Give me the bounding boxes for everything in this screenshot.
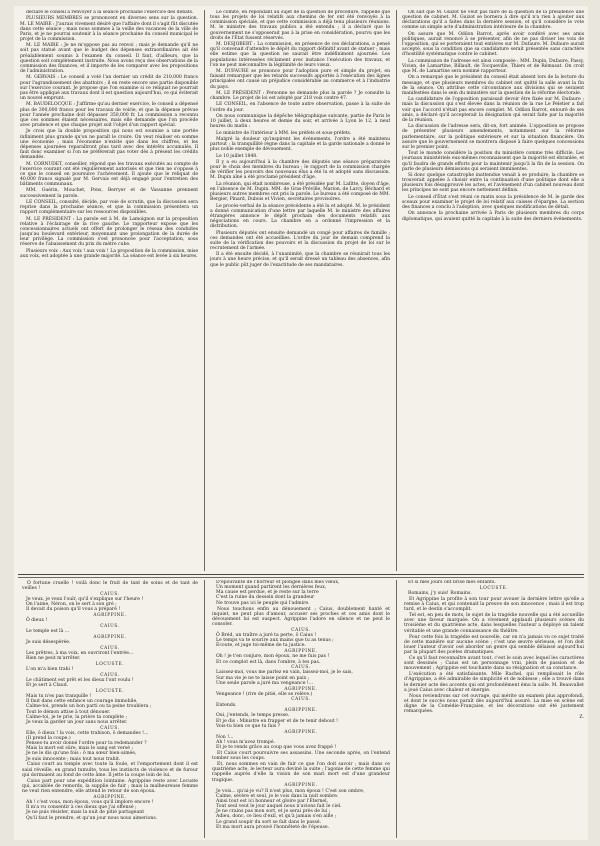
feuilleton-verse: Le temple est là ...: [26, 629, 70, 635]
feuilleton-speaker: AGRIPPINE.: [284, 708, 318, 714]
news-paragraph: M. DUFAURE se prononce pour l'adoption pure et simple du projet, en faisant remarquer que les retards successifs apportés à l'exécution des lignes principales ont causé un préjudice considérable au commerce et à l'industrie du pays.: [210, 69, 390, 90]
feuilleton-speaker: AGRIPPINE.: [284, 729, 318, 735]
feuilleton-signature: Z.: [579, 715, 584, 721]
news-paragraph: Malgré la douleur qu'inspirent les événements, l'ordre a été maintenu partout ; la tranquillité règne dans la capitale et la garde nationale a donné le plus noble exemple de dévouement.: [210, 136, 390, 153]
feuilleton-verse: Calme-toi, prends un bon parti ou ta peine troublera ;: [26, 704, 152, 710]
feuilleton-verse: Je suis innocente ; mais tout nous trahit.: [26, 756, 121, 762]
feuilleton-verse: Et je dis : Ministre en frapper et de te tenir debout !: [216, 718, 338, 724]
news-paragraph: M. DESJOBERT : La commission, en présence de ces déclarations, a pensé qu'il convenait d'attendre le dépôt du rapport définitif avant de statuer ; mais elle estime que la question ne saurait être indéfiniment ajournée. Les populations intéressées réclament avec instance l'exécution des travaux, et l'on ne peut méconnaître la légitimité de leurs vœux.: [210, 42, 390, 68]
news-paragraph: Le ministre de l'intérieur à MM. les préfets et sous-préfets.: [216, 130, 352, 136]
feuilleton-verse: Et ma mort aura prouvé l'honnêteté de l'épouse.: [216, 824, 330, 830]
news-paragraph: Il y a eu aujourd'hui à la chambre des députés une séance préparatoire pour le choix des membres du bureau ; le rapport de la commission chargée de vérifier les pouvoirs des nouveaux élus a été lu et adopté sans discussion. M. Dupin aîné a été proclamé président d'âge.: [210, 159, 390, 181]
news-paragraph: M. CORNUDET, conseiller, répond que les travaux exécutés au compte de l'exercice courant ont été régulièrement autorisés et que rien ne s'oppose à ce que le conseil en poursuive l'achèvement. Il ajoute que le reliquat de 40,000 francs signalé par M. Gervais est déjà engagé pour l'entretien des bâtiments communaux.: [20, 161, 198, 188]
feuilleton-prose: Tel est, en peu de mots, le sujet de la tragédie nouvelle qui a été accueillie avec une faveur marquée. On a vivement applaudi plusieurs scènes du troisième et du quatrième acte, dans lesquelles l'auteur a déployé un talent véritable et une grande connaissance du théâtre.: [404, 613, 584, 634]
feuilleton-speaker: AGRIPPINE.: [93, 794, 127, 800]
news-column-middle: [210, 10, 390, 571]
feuilleton-verse: Ma cause est perdue, et je reste sur la terre: [216, 590, 319, 596]
news-paragraph: Le comité, en répondant au sujet de la question de procédure, rappelle que tous les projets de loi relatifs aux chemins de fer ont été renvoyés à la commission spéciale, et que cette commission a déjà tenu plusieurs réunions. M. le ministre des travaux publics a été entendu ; il a déclaré que le gouvernement ne s'opposerait pas à la prise en considération, pourvu que les droits de l'État fussent réservés.: [210, 10, 390, 41]
feuilleton-speaker: AGRIPPINE.: [93, 613, 127, 619]
news-paragraph: Le 10 juillet 1848.: [216, 153, 258, 159]
feuilleton-prose: Nous touchons enfin au dénouement ; Caius, doublement hanté et inquiet, ne peut plus d'amour, accuser ses proches et ces amis dont le dévouement lui est suspect. Agrippine l'adore en silence et ne peut le consoler.: [212, 606, 390, 628]
feuilleton-verse: Elle, ô dieux ! la vois, cette trahison, ô demandes !...: [26, 730, 149, 736]
newspaper-page: [14, 6, 588, 840]
feuilleton-verse: Je ne crains pas mon sort, et je serai près de lui ;: [216, 809, 331, 815]
feuilleton-verse: Les prêtres, à ma voix, en ouvriront l'entrée...: [26, 651, 134, 656]
feuilleton-speaker: CAIUS.: [291, 697, 311, 703]
feuilleton-prose: Ce qu'il faut reconnaître avant tout, c'est le soin avec lequel les caractères sont dessinés ; Caius est un personnage vrai, plein de passion et de mouvement ; Agrippine est touchante dans sa résignation et sa constance.: [404, 655, 584, 672]
news-paragraph: On annonce la prochaine arrivée à Paris de plusieurs membres du corps diplomatique, qui avaient quitté la capitale à la suite des derniers événements.: [402, 211, 584, 222]
column-rule: [204, 10, 205, 571]
feuilleton-verse: Et je te rends grâce au coup que vous avez frappé !: [216, 745, 337, 750]
feuilleton-verse: Mais la mort est sûre, mais le sang est versé ;: [26, 746, 134, 752]
news-paragraph: Je crois que la double proposition qui nous est soumise a une portée infiniment plus grande qu'on ne paraît le croire. On veut réaliser en somme une économie ; mais l'économie n'existe que dans les chiffres, et les dépenses ajournées reparaîtront plus tard avec des intérêts accumulés. Il faut donc examiner si l'on ne préférerait pas voter dès à présent les crédits demandés.: [20, 129, 198, 161]
feuilleton-speaker: CAIUS.: [100, 645, 120, 651]
news-paragraph: La réunion, qui était nombreuse, a été présidée par M. Lafitte, doyen d'âge, en l'absence de M. Dupin. MM. de Gras-Préville, Marion, de Larcy, Béchard et plusieurs autres membres ont pris la parole. Le bureau a été composé de MM. Bergier, Pinard, Dubois et Vivien, secrétaires provisoires.: [210, 181, 390, 203]
feuilleton-verse: Oh ! je t'en conjure, mon époux, ne me fuis pas !: [216, 654, 330, 660]
news-paragraph: Le procès-verbal de la séance précédente a été lu et adopté. M. le président a donné communication d'une lettre par laquelle M. le ministre des affaires étrangères annonce le dépôt prochain des documents relatifs aux négociations en cours. La chambre en a ordonné l'impression et la distribution.: [210, 203, 390, 230]
feuilleton-speaker: CAIUS.: [100, 591, 120, 597]
news-paragraph: On a remarqué que le président du conseil était absent lors de la lecture du message, et que plusieurs membres du cabinet ont quitté la salle avant la fin de la séance. On attribue cette circonstance aux divisions qui se seraient manifestées dans le sein du ministère sur la question de la réforme électorale.: [402, 75, 584, 96]
feuilleton-verse: Adieu, donc, ce lieu d'exil, et qu'à jamais s'en aille ;: [216, 814, 337, 820]
feuilleton-prose: Ô fortune cruelle ! voilà donc le fruit de tant de soins et de tant de veilles !: [22, 580, 198, 591]
news-paragraph: On sait que M. Guizot ne veut pas faire de la question de la présidence une question de cabinet. M. Guizot se bornera à dire qu'il n'a rien à ajouter aux déclarations qu'il a faites dans la dernière session, et qu'il considère le vote comme un simple acte d'administration intérieure de la chambre.: [402, 10, 584, 31]
column-rule: [396, 580, 397, 838]
feuilleton-verse: Je ne le dis qu'une fois : ô ma sœur bien-aimée,: [26, 751, 137, 757]
news-paragraph: M. LE MAIRE : Je ne m'oppose pas au renvoi ; mais je demande qu'il ne soit pas statué avant que le budget des dépenses extraordinaires ait été préalablement soumis à l'examen du conseil. Il faut, d'ailleurs, que la question soit complètement instruite. Nous avons reçu des observations de la commission des finances, et il importe de les comparer avec les propositions de l'administration.: [20, 43, 198, 75]
feuilleton-verse: Il m'a vu consentir à ces dieux que j'ai offensé ;: [26, 805, 137, 811]
feuilleton-verse: Et je sert à Claud.: [26, 683, 69, 689]
feuilleton-prose: Et, nous sommes en vain de fuir ce que l'on doit savoir ; mais dans ce quatrième acte, le lecteur aura deviné la suite ; l'agonie de cette femme qui rappelle auprès d'elle la vision de son mari mort est d'une grandeur tragique.: [212, 762, 390, 783]
feuilleton-verse: Et si mes jours ont brisé mes enfants.: [408, 580, 496, 585]
feuilleton-verse: Vois-tu bien ce que tu fais ?: [216, 723, 281, 729]
feuilleton-verse: Il devait du poison qu'il vous a préparé !: [26, 607, 121, 613]
feuilleton-speaker: CAIUS.: [100, 624, 120, 630]
feuilleton-speaker: CAIUS.: [291, 628, 311, 633]
feuilleton-speaker: AGRIPPINE.: [284, 686, 318, 692]
feuilleton-verse: Sur ma vie je ne te laisse point en paix ;: [216, 675, 310, 681]
feuilleton-verse: Ah ! c'est vous, mon époux, vous qu'il implore encore !: [26, 800, 154, 806]
feuilleton-speaker: AGRIPPINE.: [284, 783, 318, 789]
feuilleton-verse: Oui, j'entends, le temps presse.: [216, 713, 290, 719]
news-paragraph: PLUSIEURS MEMBRES se prononcent en diverses sens sur la question. M. LE MAIRE : J'aurais vivement désiré que l'affaire dont il s'agit fût discutée dans cette séance ; mais nous sommes à la veille des vacances de la ville de Paris, et je ne pourrai soutenir à la séance prochaine du conseil municipal le projet de la commission.: [20, 16, 198, 42]
feuilleton-speaker: CAIUS.: [291, 665, 311, 671]
feuilleton-verse: On l'aime, Néron, on le sert à son gré ;: [26, 602, 117, 608]
feuilleton-verse: Un moment quand partirent les dernières feux,: [216, 585, 327, 591]
news-column-left: [20, 10, 198, 571]
feuilleton-speaker: AGRIPPINE.: [93, 634, 127, 640]
news-paragraph: Il a été ensuite décidé, à l'unanimité, que la chambre se réunirait tous les jours à une heure précise, et qu'il serait dressé un tableau des absences, afin que le public pût juger de l'exactitude de ses mandataires.: [210, 252, 390, 268]
news-paragraph: Plusieurs députés ont ensuite demandé un congé pour affaires de famille ; ces demandes ont été accueillies. L'ordre du jour de demain comprend la suite de la vérification des pouvoirs et la discussion du projet de loi sur le recrutement de l'armée.: [210, 230, 390, 251]
feuilleton-verse: Je suis désespérée.: [26, 640, 71, 646]
feuilleton-prose: Caius court au temple avec toute la foule, et l'emportement dont il est saisi réveille, en grand tumulte, tous les instincts de violence et de fureur qui dormaient au fond de cette âme. Il jette la coupe loin de lui.: [22, 762, 198, 778]
news-paragraph: La discussion de l'adresse sera, dit-on, fort animée. L'opposition se propose de présenter plusieurs amendements, notamment sur la réforme parlementaire, sur la politique extérieure et sur la situation financière. On assure que le gouvernement se montrera disposé à faire quelques concessions sur le premier point.: [402, 124, 584, 150]
feuilleton-speaker: LOCUSTE.: [95, 661, 125, 667]
feuilleton-column-right: [404, 580, 584, 838]
news-column-right: [402, 10, 584, 571]
feuilleton-speaker: LOCUSTE.: [479, 585, 509, 591]
feuilleton-verse: Rien ne peut m'arrêter.: [26, 656, 81, 662]
news-paragraph: LE CONSEIL, en l'absence de toute autre observation, passe à la suite de l'ordre du jour.: [210, 102, 390, 113]
feuilleton-prose: Pour cette fois la tragédie est nouvelle, car on n'a jamais vu ce sujet traité de cette manière sur aucune scène ; c'est une œuvre sérieuse, et l'on doit louer l'auteur d'avoir osé aborder un genre qui semble délaissé aujourd'hui par la plupart des poètes dramatiques.: [404, 634, 584, 656]
feuilleton-verse: Calme-toi, je te prie, la prière ta complète ;: [26, 714, 128, 720]
feuilleton-verse: Vengeance ! (rire de pitié, elle se relève.): [216, 691, 313, 697]
feuilleton-verse: Non !...: [216, 734, 234, 740]
feuilleton-speaker: AGRIPPINE.: [284, 649, 318, 655]
feuilleton-verse: Tout le démon attise à tout dénouer.: [26, 709, 111, 715]
feuilleton-verse: Ô dieux !: [26, 618, 48, 624]
feuilleton-verse: Et ce complot est là, dans l'ombre, à tes pas.: [216, 659, 321, 665]
feuilleton-verse: Écoute, et juge toi-même de ta justice.: [216, 643, 306, 649]
column-rule: [204, 580, 205, 838]
feuilleton-column-middle: [212, 580, 390, 838]
feuilleton-verse: Le temps va te sourire aux mains que tu as tenus ;: [216, 638, 334, 644]
feuilleton-verse: Je veux la garder un jour sans nous arrêter.: [26, 719, 128, 725]
news-paragraph: Si donc quelque catastrophe inattendue venait à se produire, la chambre se trouverait appelée à choisir entre la continuation d'une politique dont elle a plusieurs fois désapprouvé les actes, et l'avènement d'un cabinet nouveau dont les principes ne sont pas encore nettement définis.: [402, 173, 584, 194]
feuilleton-verse: Romains, j'y suis! Romains.: [408, 590, 472, 596]
feuilleton-verse: Une seule parole a juré ma vengeance !...: [216, 680, 314, 686]
feuilleton-prose: Nous reviendrons sur cet ouvrage, qui mérite un examen plus approfondi, et dont le succès nous paraît dès aujourd'hui assuré. La mise en scène est digne de la Comédie-Française, et les décorations ont été justement remarquées.: [404, 693, 584, 715]
feuilleton-verse: Je ne puis résister, mais la nuit de pitié partageant: [26, 810, 145, 816]
feuilleton-verse: Entends.: [216, 702, 237, 708]
column-rule: [396, 10, 397, 571]
feuilleton-prose: Et Agrippine la profite à son tour pour avouer la dernière lettre qu'elle a remise à Caius, et qui contenait la preuve de son innocence ; mais il est trop tard, et le destin s'accomplit.: [404, 596, 584, 613]
news-paragraph: M. LE PRÉSIDENT : La parole est à M. de Lamoignon sur la proposition relative à l'éclairage de la rive gauche. Le rapporteur expose que les concessionnaires actuels ont offert de prolonger le réseau des conduites jusqu'au boulevard extérieur, moyennant une prolongation de la durée de leur privilège. La commission s'est prononcée pour l'acceptation, sous réserve de l'abaissement du prix du mètre cube.: [20, 216, 198, 248]
feuilleton-verse: Il faut dans cette enfance un courage immobile.: [26, 699, 138, 705]
feuilleton-verse: Tout seul veut le jour auquel nous n'avions fait le ciel.: [216, 804, 342, 810]
news-paragraph: On nous communique la dépêche télégraphique suivante, partie de Paris le 10 juillet, à deux heures et demie du soir, et arrivée à Lyon le 12, à neuf heures du matin :: [210, 113, 390, 130]
news-paragraph: Tout le monde considère la position du ministère comme très difficile. Les journaux ministériels eux-mêmes reconnaissent que la majorité est ébranlée, et qu'il faudra de grands efforts pour la maintenir jusqu'à la fin de la session. On parle de plusieurs démissions qui seraient imminentes.: [402, 151, 584, 172]
feuilleton-verse: Ainsi tout est ici honneur et gloire par l'Éternel,: [216, 798, 329, 804]
news-paragraph: déclaré le conseil à renvoyer à la séance prochaine l'exercice des débats.: [26, 10, 194, 15]
feuilleton-prose: Caius part pour une expédition lointaine. Agrippine reste avec Locuste qui, accablée de remords, la supplie de fuir ; mais la malheureuse femme ne veut rien entendre, elle attend le retour de son époux.: [22, 778, 198, 795]
news-paragraph: M. BAUDELOCQUE : J'affirme qu'au dernier exercice, le conseil a dépensé plus de 300,000 francs pour les travaux de voirie, et que la dépense prévue pour l'année prochaine doit dépasser 350,000 fr. La commission a reconnu que ces sommes étaient nécessaires, mais elle demande que l'on procède avec prudence et que chaque projet soit l'objet d'un rapport spécial.: [20, 102, 198, 129]
feuilleton-verse: Qu'il faut le prendre, et qu'un jour nous nous aimerions.: [26, 815, 158, 821]
feuilleton-column-left: [22, 580, 198, 838]
news-paragraph: M. GERVAIS : Le conseil a voté l'an dernier un crédit de 210,000 francs pour l'agrandissement des abattoirs ; il en reste encore une partie disponible sur l'exercice courant. Je propose que l'on examine si ce reliquat ne pourrait pas être appliqué aux travaux dont il est question aujourd'hui, ce qui éviterait un nouvel emprunt.: [20, 75, 198, 102]
feuilleton-separator-thin: [18, 577, 584, 578]
feuilleton-verse: Le grand soupir du sort se fait dans le passé.: [216, 819, 322, 825]
news-paragraph: M. LE PRÉSIDENT : Personne ne demande plus la parole ? Je consulte la chambre. Le projet de loi est adopté par 218 voix contre 47.: [210, 90, 390, 102]
feuilleton-verse: Mais tu n'es pas tranquille !: [26, 694, 92, 700]
news-paragraph: On assure que M. Odilon Barrot, après avoir conféré avec ses amis politiques, aurait renoncé à se présenter, afin de ne pas diviser les voix de l'opposition, qui se porteraient tout entières sur M. Dufaure. M. Dufaure aurait accepté, sous la condition que sa candidature serait présentée sans caractère d'hostilité systématique contre le cabinet.: [402, 31, 584, 58]
feuilleton-speaker: CAIUS.: [100, 672, 120, 678]
feuilleton-verse: Ah ! vous m'avez trompé.: [216, 739, 276, 745]
feuilleton-speaker: CAIUS.: [100, 725, 120, 731]
feuilleton-speaker: LOCUSTE.: [95, 688, 125, 694]
feuilleton-separator: [18, 574, 584, 575]
feuilleton-verse: Laissez-moi, vous me parlez en vain, laissez-moi, je le sais,: [216, 670, 353, 676]
feuilleton-verse: L'on m'a bien trahi !: [26, 667, 74, 673]
news-paragraph: MM. Guérin, Mouchet, Pons, Berryer et de Vassanne prennent successivement la parole.: [20, 188, 198, 199]
feuilleton-prose: Et Caius court poursuivre ses assassins. Une seconde après, on l'entend tomber sous les coups.: [212, 750, 390, 762]
feuilleton-verse: Je vois... qu'ai-je vu? Il n'est plus, mon époux ! C'est son ombre,: [216, 788, 365, 794]
news-paragraph: Plusieurs voix : Aux voix ! aux voix ! La proposition de la commission, mise aux voix, est adoptée à une grande majorité. La séance est levée à six heures.: [20, 248, 198, 259]
news-paragraph: La candidature de l'opposition paraissait devoir être fixée sur M. Dufaure ; mais la discussion qui s'est élevée dans la réunion de la rue Le Peletier a fait voir que l'accord n'était pas encore complet. M. Odilon Barrot, entouré de ses amis, a déclaré qu'il accepterait la désignation qui serait faite par la majorité de la réunion.: [402, 97, 584, 123]
feuilleton-verse: C'est la ruine du dessein dont la grandeur: [216, 595, 315, 601]
feuilleton-verse: Penses-tu avoir donné l'ordre pour ta redemander ?: [26, 741, 147, 747]
feuilleton-prose: L'exécution a été satisfaisante. Mlle Rachel, qui remplissait le rôle d'Agrippine, a été admirable de simplicité et de noblesse ; elle a trouvé dans le dernier acte des accents qui ont profondément ému la salle. M. Beauvallet a joué Caius avec chaleur et énergie.: [404, 672, 584, 693]
feuilleton-verse: Ne trouve pas ici le peuple qui l'admire.: [216, 600, 310, 606]
feuilleton-verse: Ô Bréd, un traître a juré ta perte, ô Caius !: [216, 633, 317, 639]
news-paragraph: La commission de l'adresse est ainsi composée : MM. Dupin, Dufaure, Passy, Vivien, de Lamartine, Billault, de Tocqueville, Thiers et de Rémusat. On croit que M. de Lamartine sera nommé rapporteur.: [402, 58, 584, 75]
news-paragraph: LE CONSEIL, consulté, décide, par voie de scrutin, que la discussion sera reprise dans la prochaine séance, et que la commission présentera un rapport complémentaire sur les ressources disponibles.: [20, 199, 198, 216]
feuilleton-verse: (Il prend la coupe.): [26, 735, 71, 741]
news-paragraph: Le conseil d'État s'est réuni ce matin sous la présidence de M. le garde des sceaux pour examiner le projet de loi relatif aux caisses d'épargne. La section des finances a conclu à l'adoption, avec quelques modifications de détail.: [402, 194, 584, 211]
feuilleton-verse: Je veux, je veux l'ouïr, qu'il s'explique sur l'heure !: [26, 597, 144, 603]
feuilleton-verse: Calme, sévère et seul, je le vois dans la nuit sombre.: [216, 793, 339, 799]
feuilleton-verse: Le châtiment est prêt et les dieux l'ont voulu !: [26, 677, 134, 683]
feuilleton-verse: D'épouvante de l'horreur et plongée dans mes vœux,: [216, 580, 340, 585]
